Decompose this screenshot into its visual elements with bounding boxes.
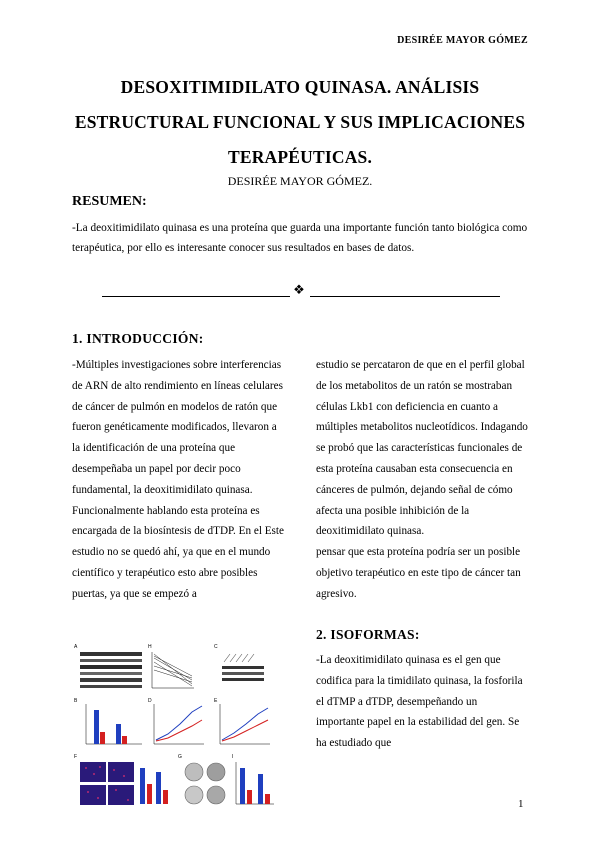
divider-ornament-icon: ❖ [293, 282, 305, 297]
section-divider-left [102, 296, 290, 297]
panel-label: I [232, 754, 234, 760]
paper-title [60, 70, 540, 175]
title-line: DESOXITIMIDILATO QUINASA. ANÁLISIS [120, 77, 480, 97]
panel-label: G [178, 754, 182, 760]
paragraph: -Múltiples investigaciones sobre interferencias de ARN de alto rendimiento en líneas celulares de cáncer de pulmón en modelos de ratón que fueron genéticamente modificados, llevaron a la identificación de una proteína que desempeñaba un papel por decir poco fundamental, la deoxitimidilato quinasa. Funcionalmente hablando esta proteína es encargada de la biosíntesis de dTDP. En el Este estudio no se quedó ahí, ya que en el mundo científico y terapéutico esto abre posibles puertas, ya que se empezó a [72, 359, 284, 600]
author-byline: DESIRÉE MAYOR GÓMEZ. [227, 174, 373, 188]
title-line: ESTRUCTURAL FUNCIONAL Y SUS IMPLICACIONES [74, 112, 526, 132]
panel-label: B [74, 698, 78, 704]
panel-label: D [148, 698, 152, 704]
section-divider-right [310, 296, 500, 297]
introduction-heading: 1. INTRODUCCIÓN: [72, 331, 204, 346]
panel-label: E [214, 698, 218, 704]
panel-label: H [148, 644, 152, 650]
isoforms-heading: 2. ISOFORMAS: [316, 627, 420, 642]
paragraph: pensar que esta proteína podría ser un posible objetivo terapéutico en este tipo de cáncer tan agresivo. [316, 546, 521, 600]
abstract-text: -La deoxitimidilato quinasa es una proteína que guarda una importante función tanto biológica como terapéutica, por ello es interesante conocer sus resultados en bases de datos. [72, 222, 528, 254]
introduction-left-column [72, 355, 284, 605]
title-line: TERAPÉUTICAS. [227, 147, 373, 167]
isoforms-text: -La deoxitimidilato quinasa es el gen que codifica para la timidilato quinasa, la fosforila el dTMP a dTDP, desempeñando un importante papel en la estabilidad del gen. Se ha estudiado que [316, 654, 523, 750]
research-figure [72, 640, 277, 810]
panel-label: A [74, 644, 78, 650]
panel-label: C [214, 644, 218, 650]
paragraph: estudio se percataron de que en el perfil global de los metabolitos de un ratón se mostraban células Lkb1 con deficiencia en cuanto a múltiples metabolitos nucleotídicos. Indagando se probó que las características funcionales de esta proteína causaban esta consecuencia en cánceres de pulmón, dejando señal de cómo afecta una posible inhibición de la deoxitimidilato quinasa. [316, 359, 528, 538]
page-number: 1 [518, 798, 524, 810]
introduction-right-column [316, 355, 528, 605]
panel-label: F [74, 754, 78, 760]
running-header-author: DESIRÉE MAYOR GÓMEZ [397, 35, 528, 46]
abstract-heading: RESUMEN: [72, 194, 147, 209]
